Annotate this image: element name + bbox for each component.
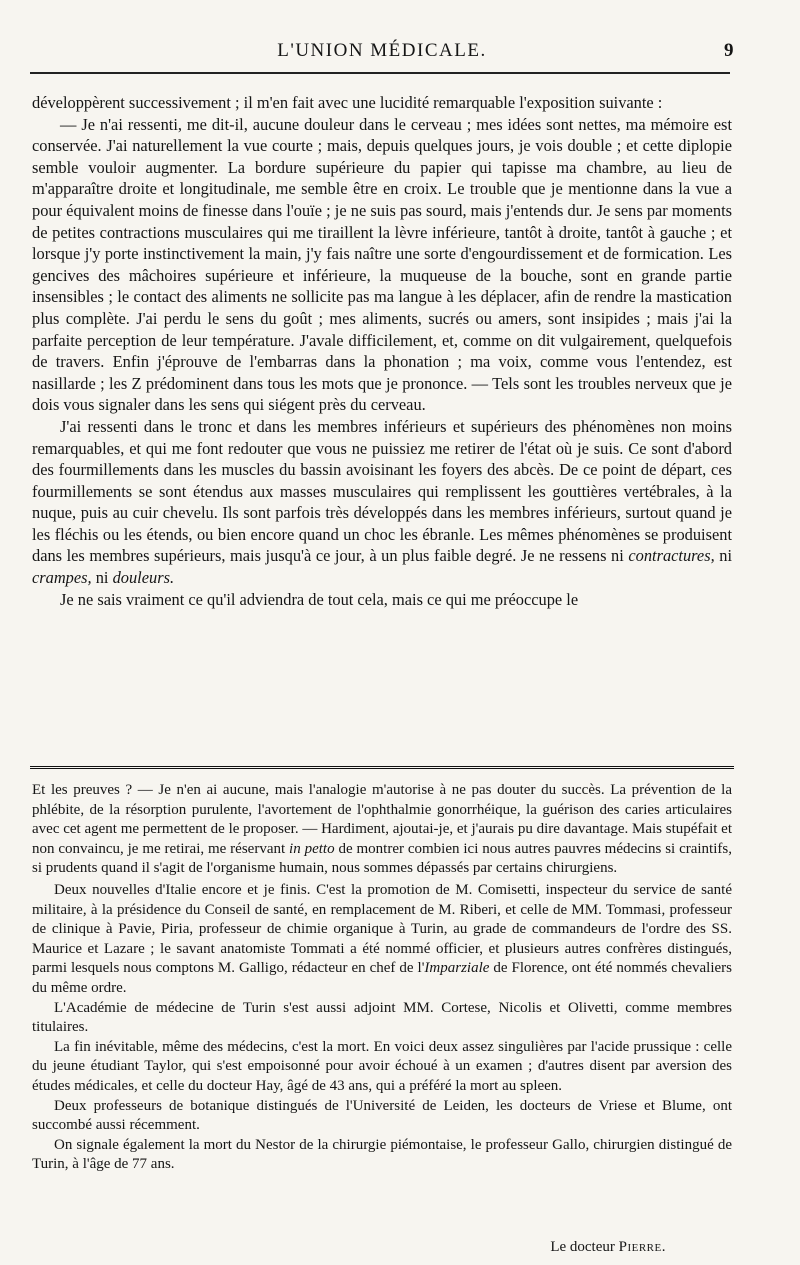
paragraph: On signale également la mort du Nestor de la chirurgie piémontaise, le professeur Gallo, chirurgien distingué de Turin, à l'âge de 77 ans. — [32, 1136, 732, 1173]
main-article — [32, 92, 732, 610]
author-signature: Le docteur Pierre. — [550, 1239, 666, 1255]
running-title: L'UNION MÉDICALE. — [277, 40, 487, 61]
paragraph: J'ai ressenti dans le tronc et dans les membres inférieurs et supérieurs des phénomènes non moins remarquables, et qui me font redouter que vous ne puissiez me retirer de l'état où je suis. Ce sont d'abord des fourmillements dans les muscles du bassin avoisinant les foyers des abcès. De ce point de départ, ces fourmillements se sont étendus aux masses musculaires qui remplissent les gouttières vertébrales, à la nuque, puis au cuir chevelu. Ils sont parfois très développés dans les membres inférieurs, surtout quand je les fléchis ou les étends, ou bien encore quand un choc les ébranle. Les mêmes phénomènes se produisent dans les membres supérieurs, mais jusqu'à ce jour, à un plus faible degré. Je ne ressens ni contractures, ni crampes, ni douleurs. — [32, 416, 732, 588]
paragraph: — Je n'ai ressenti, me dit-il, aucune douleur dans le cerveau ; mes idées sont nettes, ma mémoire est conservée. J'ai naturellement la vue courte ; mais, depuis quelques jours, je vois double ; et cette diplopie semble vouloir augmenter. La bordure supérieure du papier qui tapisse ma chambre, au lieu de m'apparaître droite et longitudinale, me semble être en croix. Le trouble que je mentionne dans la vue a pour équivalent moins de finesse dans l'ouïe ; je ne suis pas sourd, mais j'entends dur. Je sens par moments de petites contractions musculaires qui me tiraillent la lèvre inférieure, tantôt à droite, tantôt à gauche ; et lorsque j'y porte instinctivement la main, j'y fais naître une sorte d'engourdissement et de formication. Les gencives des mâchoires supérieure et inférieure, la muqueuse de la bouche, sont en grande partie insensibles ; le contact des aliments ne sollicite pas ma langue à les déplacer, afin de rendre la mastication plus complète. J'ai perdu le sens du goût ; mes aliments, sucrés ou amers, sont insipides ; mais j'ai la parfaite perception de leur température. J'avale difficilement, et, comme on dit vulgairement, quelquefois de travers. Enfin j'éprouve de l'embarras dans la phonation ; ma voix, comme vous l'entendez, est nasillarde ; les Z prédominent dans tous les mots que je prononce. — Tels sont les troubles nerveux que je dois vous signaler dans les sens qui siégent près du cerveau. — [32, 114, 732, 415]
header-rule — [30, 72, 730, 74]
paragraph: Deux professeurs de botanique distingués de l'Université de Leiden, les docteurs de Vriese et Blume, ont succombé aussi récemment. — [32, 1097, 732, 1134]
paragraph: développèrent successivement ; il m'en fait avec une lucidité remarquable l'exposition suivante : — [32, 93, 663, 112]
paragraph: L'Académie de médecine de Turin s'est aussi adjoint MM. Cortese, Nicolis et Olivetti, comme membres titulaires. — [32, 999, 732, 1036]
page-header — [30, 34, 734, 70]
paragraph: Et les preuves ? — Je n'en ai aucune, mais l'analogie m'autorise à ne pas douter du succès. La prévention de la phlébite, de la résorption purulente, l'avortement de l'ophthalmie gonorrhéique, la guérison des caries articulaires avec cet agent me permettent de le proposer. — Hardiment, ajoutai-je, et j'aurais pu dire davantage. Mais stupéfait et non convaincu, je me retirai, me réservant in petto de montrer combien ici nous autres pauvres médecins si craintifs, si prudents quand il s'agit de l'organisme humain, nous sommes dépassés par certains chirurgiens. — [32, 782, 732, 877]
author-name: Pierre. — [618, 1239, 666, 1255]
section-divider — [30, 766, 734, 772]
page-number: 9 — [724, 40, 735, 61]
document-page — [30, 34, 735, 1255]
feuilleton-column — [32, 781, 732, 1175]
paragraph: La fin inévitable, même des médecins, c'est la mort. En voici deux assez singulières par l'acide prussique : celle du jeune étudiant Taylor, qui s'est empoisonné pour avoir échoué à un examen ; d'autres disent par aversion des études médicales, et celle du docteur Hay, âgé de 43 ans, qui a préféré la mort au spleen. — [32, 1038, 732, 1094]
paragraph: Deux nouvelles d'Italie encore et je finis. C'est la promotion de M. Comisetti, inspecteur du service de santé militaire, à la présidence du Conseil de santé, en remplacement de M. Riberi, et celle de MM. Tommasi, professeur de clinique à Pavie, Piria, professeur de chimie organique à Turin, au grade de commandeurs de l'ordre des SS. Maurice et Lazare ; le savant anatomiste Tommati a été nommé officier, et plusieurs autres confrères distingués, parmi lesquels nous comptons M. Galligo, rédacteur en chef de l'Imparziale de Florence, ont été nommés chevaliers du même ordre. — [32, 881, 732, 996]
paragraph: Je ne sais vraiment ce qu'il adviendra de tout cela, mais ce qui me préoccupe le — [60, 589, 579, 609]
